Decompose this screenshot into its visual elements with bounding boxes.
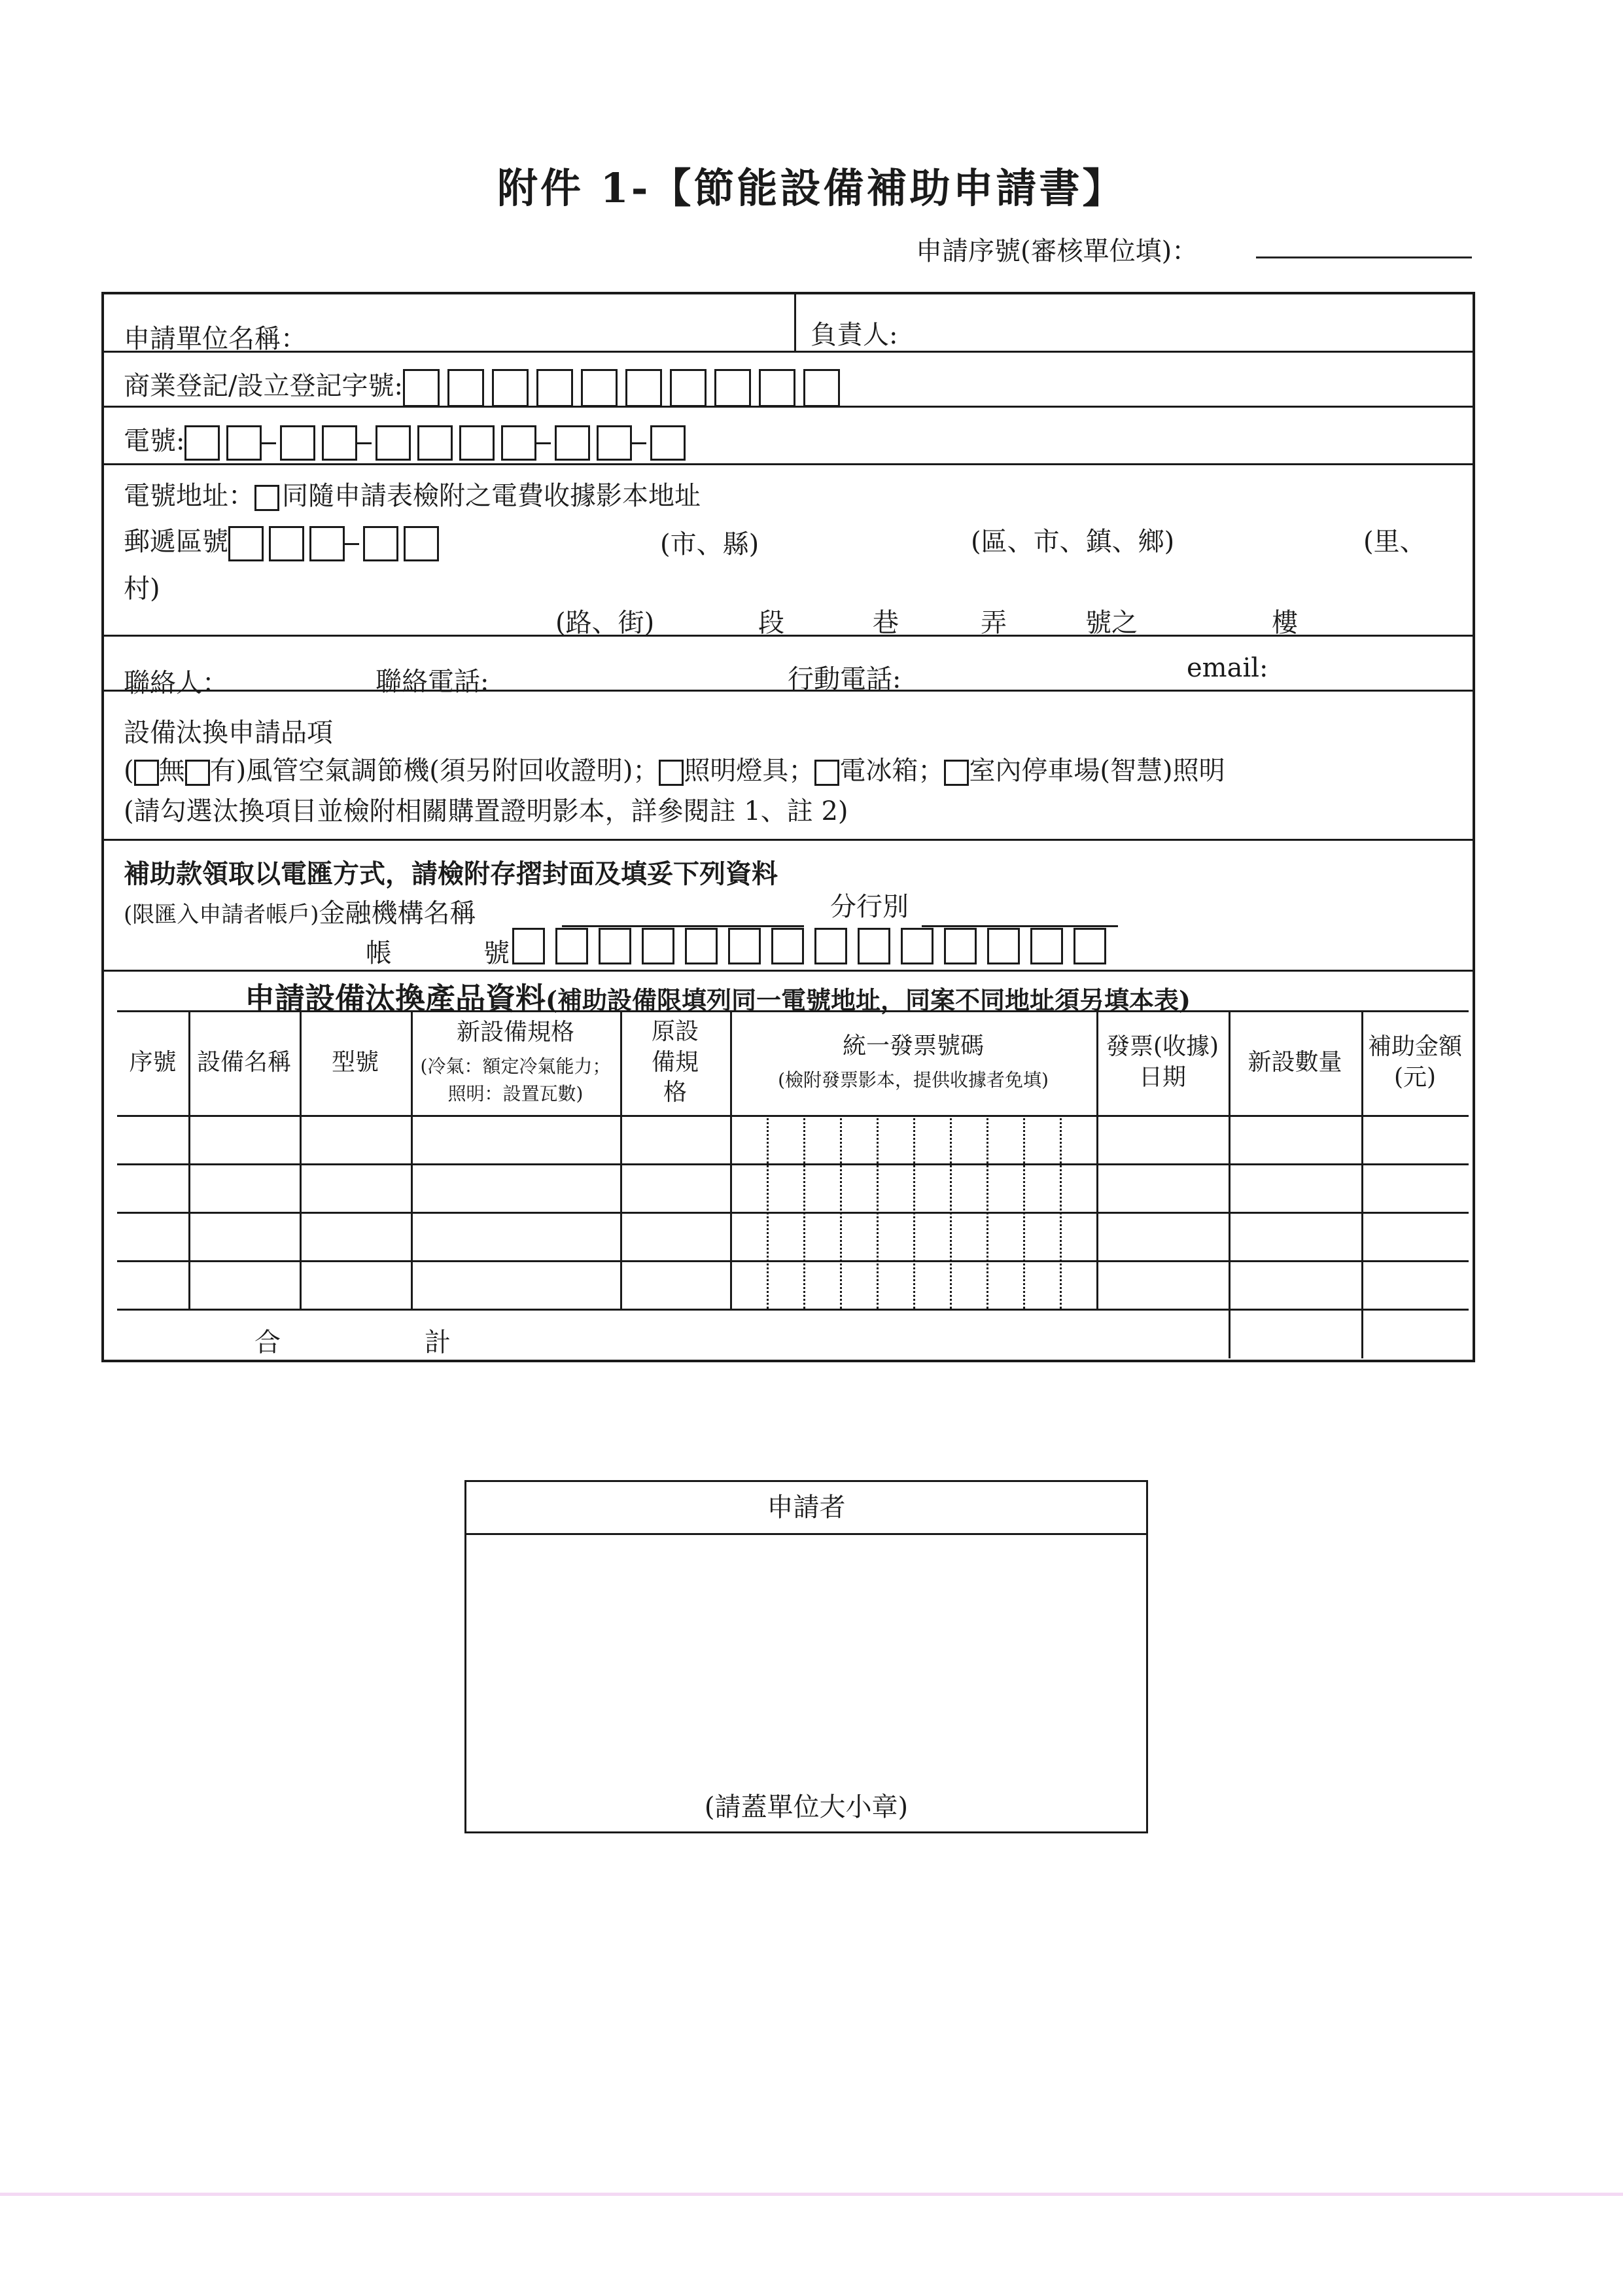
- column-header-label: 補助金額(元): [1367, 1033, 1462, 1091]
- responsible-person-field[interactable]: [797, 294, 1471, 350]
- table-cell[interactable]: [190, 1262, 298, 1307]
- branch-field[interactable]: [922, 896, 1118, 927]
- postal-digit-box[interactable]: [309, 526, 345, 561]
- invoice-digit-divider: [986, 1115, 988, 1309]
- table-cell[interactable]: [413, 1165, 618, 1210]
- table-cell[interactable]: [1098, 1117, 1227, 1161]
- parking-lighting-checkbox[interactable]: [944, 760, 969, 786]
- business-reg-digit-box[interactable]: [581, 369, 618, 407]
- lane-label: 巷: [873, 608, 899, 638]
- column-header-label: 新設數量: [1248, 1048, 1342, 1076]
- business-reg-digit-box[interactable]: [447, 369, 484, 407]
- column-header-note: (冷氣：額定冷氣能力；照明：設置瓦數): [420, 1055, 611, 1105]
- postal-code-boxes: [228, 527, 442, 557]
- account-digit-box[interactable]: [944, 928, 977, 964]
- business-reg-boxes: [403, 371, 848, 401]
- business-reg-digit-box[interactable]: [536, 369, 573, 407]
- total-amount-cell[interactable]: [1363, 1311, 1467, 1356]
- duct-ac-none-checkbox[interactable]: [134, 760, 159, 786]
- village-label-cont: 村): [124, 574, 160, 604]
- items-heading: 設備汰換申請品項: [124, 718, 333, 748]
- column-header-label: 統一發票號碼: [842, 1032, 984, 1059]
- meter-digit-box[interactable]: [375, 425, 411, 461]
- bank-restriction: (限匯入申請者帳戶): [124, 902, 319, 928]
- product-table-note: (補助設備限填列同一電號地址，同案不同地址須另填本表): [546, 985, 1191, 1015]
- meter-digit-box[interactable]: [555, 425, 590, 461]
- address-label: 電號地址：: [124, 481, 254, 511]
- product-table-title: 申請設備汰換產品資料: [245, 981, 546, 1016]
- village-label: (里、: [1363, 527, 1426, 557]
- business-reg-label: 商業登記/設立登記字號:: [124, 371, 403, 401]
- business-reg-digit-box[interactable]: [670, 369, 707, 407]
- table-cell[interactable]: [1230, 1214, 1359, 1258]
- business-reg-digit-box[interactable]: [759, 369, 795, 407]
- total-quantity-cell[interactable]: [1230, 1311, 1359, 1356]
- invoice-digit-divider: [767, 1115, 769, 1309]
- meter-number-label: 電號:: [124, 426, 185, 456]
- dash-separator: [536, 442, 551, 444]
- paren-open: (: [124, 756, 134, 786]
- account-digit-box[interactable]: [555, 928, 588, 964]
- column-header-note: (檢附發票影本，提供收據者免填): [778, 1069, 1049, 1091]
- meter-digit-box[interactable]: [226, 425, 262, 461]
- postal-digit-box[interactable]: [363, 526, 398, 561]
- meter-number-boxes: [184, 426, 688, 456]
- district-label: (區、市、鎮、鄉): [971, 527, 1175, 557]
- items-note: (請勾選汰換項目並檢附相關購置證明影本，詳參閱註 1、註 2): [124, 796, 848, 826]
- dash-separator: [345, 543, 359, 545]
- table-cell[interactable]: [1363, 1262, 1467, 1307]
- signature-box[interactable]: [464, 1480, 1148, 1833]
- serial-number-field[interactable]: [1256, 256, 1472, 258]
- column-header: [300, 1010, 411, 1115]
- table-cell[interactable]: [1098, 1262, 1227, 1307]
- dash-separator: [357, 442, 372, 444]
- dash-separator: [632, 442, 646, 444]
- fridge-label: 電冰箱；: [839, 756, 945, 786]
- meter-digit-box[interactable]: [280, 425, 315, 461]
- has-label: 有: [209, 756, 236, 786]
- table-cell[interactable]: [302, 1214, 409, 1258]
- postal-code-label: 郵遞區號: [124, 527, 228, 557]
- none-label: 無: [158, 756, 185, 786]
- meter-digit-box[interactable]: [417, 425, 453, 461]
- column-header: [1229, 1010, 1361, 1115]
- responsible-person-label: 負責人:: [811, 320, 898, 350]
- application-form: [101, 292, 1475, 1362]
- institution-field[interactable]: [562, 896, 804, 927]
- invoice-digit-divider: [877, 1115, 879, 1309]
- column-header-label: 型號: [331, 1048, 379, 1076]
- postal-digit-box[interactable]: [228, 526, 264, 561]
- postal-row: [124, 521, 442, 561]
- column-header: [411, 1010, 620, 1115]
- bank-row: [124, 892, 476, 930]
- table-cell[interactable]: [622, 1214, 728, 1258]
- same-address-checkbox[interactable]: [254, 485, 279, 511]
- postal-digit-box[interactable]: [269, 526, 304, 561]
- account-label-2: 號: [483, 938, 510, 968]
- signature-note: (請蓋單位大小章): [704, 1792, 909, 1822]
- divider: [104, 635, 1473, 637]
- column-header: [117, 1010, 188, 1115]
- column-header-label: 序號: [129, 1048, 177, 1076]
- table-cell[interactable]: [1230, 1262, 1359, 1307]
- table-cell[interactable]: [1363, 1214, 1467, 1258]
- table-cell[interactable]: [302, 1165, 409, 1210]
- column-header-label: 設備名稱: [196, 1048, 291, 1076]
- table-cell[interactable]: [622, 1165, 728, 1210]
- account-digit-box[interactable]: [642, 928, 674, 964]
- table-cell[interactable]: [413, 1117, 618, 1161]
- document-title: 附件 1-【節能設備補助申請書】: [497, 164, 1126, 212]
- table-cell[interactable]: [190, 1117, 298, 1161]
- divider: [104, 839, 1473, 841]
- divider: [104, 406, 1473, 408]
- invoice-digit-divider: [840, 1115, 842, 1309]
- invoice-digit-divider: [1060, 1115, 1062, 1309]
- account-digit-box[interactable]: [1030, 928, 1063, 964]
- items-options: [124, 750, 1225, 787]
- applicant-name-label: 申請單位名稱：: [124, 324, 307, 354]
- table-cell[interactable]: [413, 1262, 618, 1307]
- invoice-digit-divider: [913, 1115, 915, 1309]
- mobile-phone-label: 行動電話:: [788, 664, 901, 694]
- account-number-boxes: [512, 928, 1117, 964]
- table-cell[interactable]: [302, 1117, 409, 1161]
- table-cell[interactable]: [190, 1214, 298, 1258]
- business-reg-digit-box[interactable]: [403, 369, 440, 407]
- meter-row: [124, 420, 688, 461]
- divider: [104, 351, 1473, 353]
- duct-ac-has-checkbox[interactable]: [185, 760, 210, 786]
- table-cell[interactable]: [1230, 1165, 1359, 1210]
- meter-digit-box[interactable]: [597, 425, 632, 461]
- lighting-checkbox[interactable]: [659, 760, 684, 786]
- business-reg-digit-box[interactable]: [492, 369, 529, 407]
- section-label: 段: [758, 608, 784, 638]
- table-cell[interactable]: [119, 1262, 186, 1307]
- postal-digit-box[interactable]: [404, 526, 439, 561]
- divider: [104, 690, 1473, 692]
- table-cell[interactable]: [190, 1165, 298, 1210]
- account-digit-box[interactable]: [512, 928, 545, 964]
- contact-phone-label: 聯絡電話:: [375, 667, 489, 697]
- table-cell[interactable]: [1230, 1117, 1359, 1161]
- table-cell[interactable]: [622, 1262, 728, 1307]
- city-label: (市、縣): [660, 529, 759, 559]
- branch-label: 分行別: [830, 892, 909, 922]
- parking-lighting-label: 室內停車場(智慧)照明: [969, 756, 1225, 786]
- contact-person-label: 聯絡人：: [124, 668, 228, 698]
- meter-digit-box[interactable]: [322, 425, 357, 461]
- column-header: [1361, 1010, 1469, 1115]
- meter-digit-box[interactable]: [501, 425, 536, 461]
- total-label-2: 計: [425, 1328, 451, 1358]
- business-reg-row: [124, 365, 848, 407]
- column-header: [730, 1010, 1096, 1115]
- bank-heading: 補助款領取以電匯方式，請檢附存摺封面及填妥下列資料: [124, 858, 778, 889]
- column-header: [188, 1010, 300, 1115]
- account-digit-box[interactable]: [858, 928, 890, 964]
- account-digit-box[interactable]: [728, 928, 761, 964]
- serial-number-label: 申請序號(審核單位填)：: [916, 236, 1198, 266]
- business-reg-digit-box[interactable]: [625, 369, 662, 407]
- account-digit-box[interactable]: [987, 928, 1020, 964]
- table-cell[interactable]: [622, 1117, 728, 1161]
- business-reg-digit-box[interactable]: [714, 369, 751, 407]
- divider: [104, 463, 1473, 465]
- account-digit-box[interactable]: [685, 928, 718, 964]
- table-cell[interactable]: [119, 1214, 186, 1258]
- table-cell[interactable]: [1363, 1117, 1467, 1161]
- column-header-label: 原設備規格: [651, 1017, 699, 1106]
- alley-label: 弄: [981, 608, 1007, 638]
- signature-heading: 申請者: [466, 1482, 1146, 1535]
- applicant-name-field[interactable]: [320, 294, 791, 350]
- table-cell[interactable]: [1098, 1214, 1227, 1258]
- table-cell[interactable]: [1363, 1165, 1467, 1210]
- invoice-digit-divider: [1023, 1115, 1025, 1309]
- account-digit-box[interactable]: [599, 928, 631, 964]
- column-header-label: 新設備規格: [456, 1018, 574, 1046]
- invoice-digit-divider: [803, 1115, 805, 1309]
- column-header-label: 發票(收據)日期: [1106, 1033, 1219, 1091]
- total-label-1: 合: [254, 1328, 281, 1358]
- account-digit-box[interactable]: [771, 928, 804, 964]
- address-row: [124, 475, 701, 512]
- table-cell[interactable]: [119, 1165, 186, 1210]
- meter-digit-box[interactable]: [650, 425, 686, 461]
- email-label: email:: [1187, 653, 1268, 683]
- table-cell[interactable]: [413, 1214, 618, 1258]
- institution-label: 金融機構名稱: [319, 898, 476, 928]
- duct-ac-label: )風管空氣調節機(須另附回收證明)；: [236, 756, 659, 786]
- lighting-label: 照明燈具；: [684, 756, 815, 786]
- column-header: [1096, 1010, 1229, 1115]
- floor-label: 樓: [1272, 608, 1298, 638]
- divider: [794, 294, 796, 352]
- scan-artifact-line: [0, 2193, 1623, 2196]
- divider: [104, 970, 1473, 972]
- account-digit-box[interactable]: [1073, 928, 1106, 964]
- meter-digit-box[interactable]: [184, 425, 220, 461]
- table-cell[interactable]: [302, 1262, 409, 1307]
- account-digit-box[interactable]: [901, 928, 934, 964]
- road-label: (路、街): [555, 608, 655, 638]
- meter-digit-box[interactable]: [459, 425, 495, 461]
- table-cell[interactable]: [119, 1117, 186, 1161]
- account-digit-box[interactable]: [814, 928, 847, 964]
- fridge-checkbox[interactable]: [814, 760, 839, 786]
- product-table: [117, 1010, 1469, 1358]
- business-reg-digit-box[interactable]: [803, 369, 840, 407]
- invoice-digit-divider: [950, 1115, 952, 1309]
- number-label: 號之: [1085, 608, 1138, 638]
- column-header: [620, 1010, 730, 1115]
- table-cell[interactable]: [1098, 1165, 1227, 1210]
- same-address-label: 同隨申請表檢附之電費收據影本地址: [282, 481, 701, 511]
- account-label-1: 帳: [366, 938, 392, 968]
- dash-separator: [262, 442, 276, 444]
